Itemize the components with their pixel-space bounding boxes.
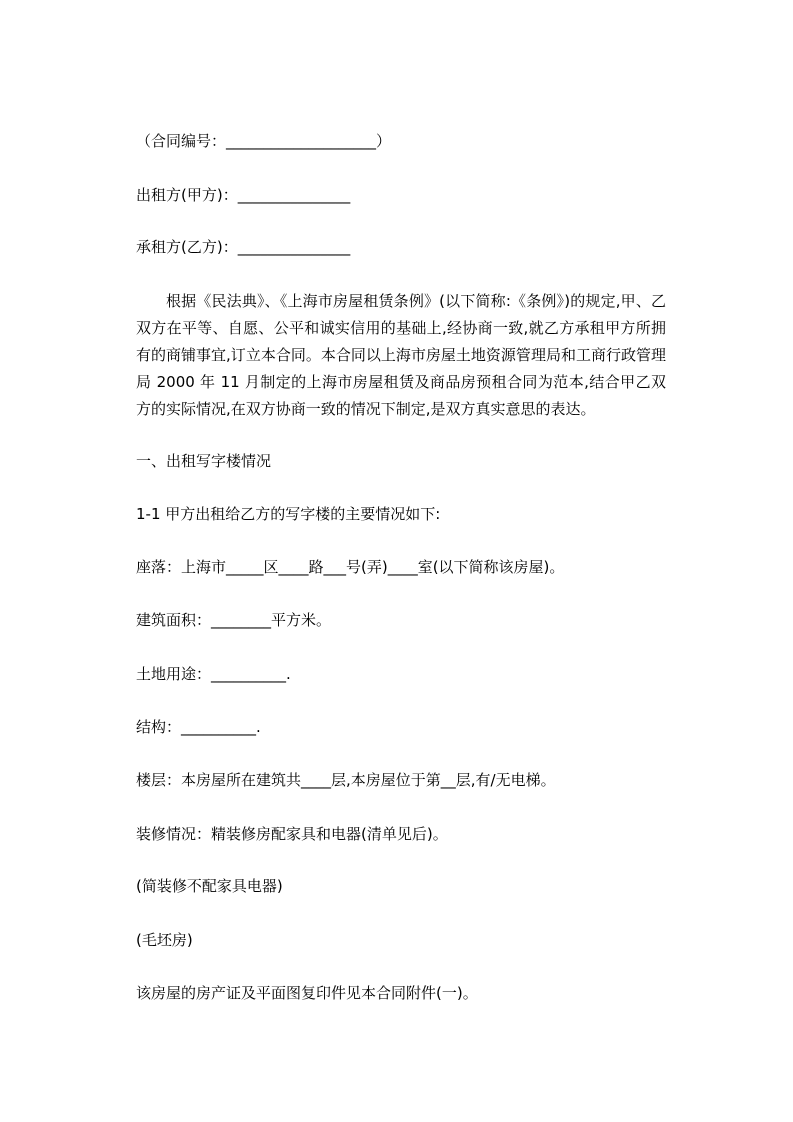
area-line: 建筑面积：________平方米。 <box>136 611 332 629</box>
structure-line: 结构：__________. <box>136 718 261 736</box>
intro-paragraph: 根据《民法典》、《上海市房屋租赁条例》(以下简称:《条例》)的规定,甲、乙双方在平等、自愿、公平和诚实信用的基础上,经协商一致,就乙方承租甲方所拥有的商铺事宜,订立本合同。本合同以上海市房屋土地资源管理局和工商行政管理局 2000 年 11 月制定的上海市房屋租赁及商品房预租合同为范本,结合甲乙双方的实际情况,在双方协商一致的情况下制定,是双方真实意思的表达。 <box>136 292 666 418</box>
decoration-line: 装修情况：精装修房配家具和电器(清单见后)。 <box>136 825 448 843</box>
floor-line: 楼层：本房屋所在建筑共____层,本房屋位于第__层,有/无电梯。 <box>136 771 556 789</box>
clause-1-1: 1-1 甲方出租给乙方的写字楼的主要情况如下: <box>136 505 441 523</box>
rough-line: (毛坯房) <box>136 931 193 949</box>
simple-decoration-line: (简装修不配家具电器) <box>136 877 283 895</box>
lessor-line: 出租方(甲方)：_______________ <box>136 186 351 204</box>
contract-number-line: （合同编号：____________________） <box>136 132 392 150</box>
section-1-title: 一、出租写字楼情况 <box>136 452 272 470</box>
attachment-line: 该房屋的房产证及平面图复印件见本合同附件(一)。 <box>136 984 478 1002</box>
lessee-line: 承租方(乙方)：_______________ <box>136 238 351 256</box>
location-line: 座落：上海市_____区____路___号(弄)____室(以下简称该房屋)。 <box>136 558 565 576</box>
land-use-line: 土地用途：__________. <box>136 665 291 683</box>
